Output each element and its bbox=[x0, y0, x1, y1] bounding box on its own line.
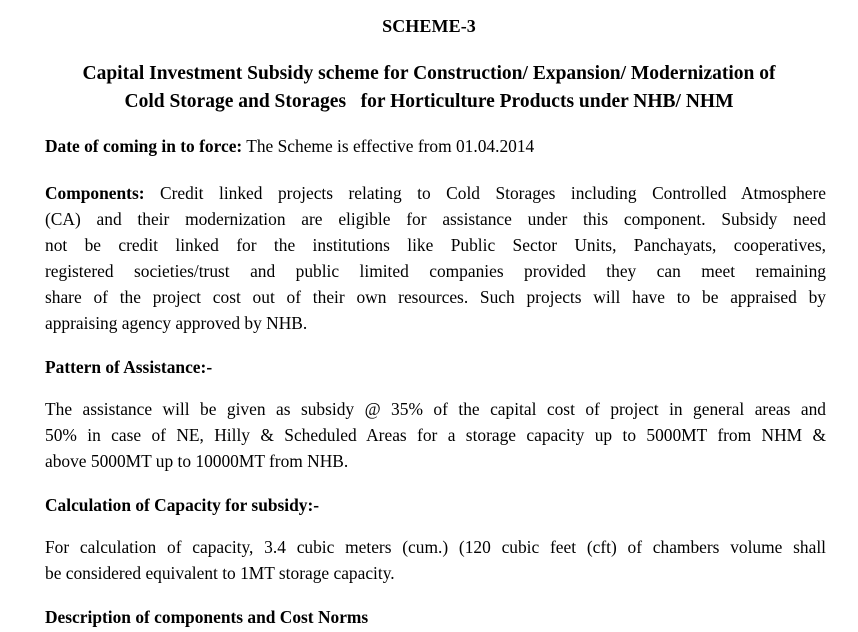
description-of-components-heading: Description of components and Cost Norms bbox=[45, 607, 369, 627]
date-line bbox=[45, 133, 826, 159]
components-line: share of the project cost out of their own resources. Such projects will have to be appraised by bbox=[45, 287, 826, 307]
components-line: (CA) and their modernization are eligible for assistance under this component. Subsidy need bbox=[45, 209, 826, 229]
components-label: Components: bbox=[45, 183, 145, 203]
calculation-paragraph bbox=[45, 534, 826, 586]
assistance-line: The assistance will be given as subsidy @ 35% of the capital cost of project in general areas and bbox=[45, 399, 826, 419]
components-paragraph bbox=[45, 180, 826, 336]
assistance-line: 50% in case of NE, Hilly & Scheduled Areas for a storage capacity up to 5000MT from NHM & bbox=[45, 425, 826, 445]
assistance-paragraph bbox=[45, 396, 826, 474]
calculation-line: For calculation of capacity, 3.4 cubic meters (cum.) (120 cubic feet (cft) of chambers volume shall bbox=[45, 537, 826, 557]
calculation-line: be considered equivalent to 1MT storage capacity. bbox=[45, 563, 395, 583]
date-text: The Scheme is effective from 01.04.2014 bbox=[242, 136, 535, 156]
date-of-coming-in-force bbox=[45, 133, 826, 159]
assistance-line: above 5000MT up to 10000MT from NHB. bbox=[45, 451, 349, 471]
components-line: registered societies/trust and public limited companies provided they can meet remaining bbox=[45, 261, 826, 281]
calculation-of-capacity-heading: Calculation of Capacity for subsidy:- bbox=[45, 495, 320, 515]
main-title bbox=[0, 60, 858, 116]
pattern-of-assistance-heading: Pattern of Assistance:- bbox=[45, 357, 213, 377]
date-label: Date of coming in to force: bbox=[45, 136, 243, 156]
components-line: appraising agency approved by NHB. bbox=[45, 313, 308, 333]
main-title-line: Cold Storage and Storages for Horticulture Products under NHB/ NHM bbox=[124, 91, 734, 112]
scheme-title: SCHEME-3 bbox=[382, 16, 476, 36]
components-text: Credit linked projects relating to Cold Storages including Controlled Atmosphere bbox=[144, 183, 826, 203]
components-line: not be credit linked for the institutions like Public Sector Units, Panchayats, cooperatives, bbox=[45, 235, 826, 255]
components-line bbox=[45, 180, 826, 206]
main-title-line: Capital Investment Subsidy scheme for Construction/ Expansion/ Modernization of bbox=[82, 63, 776, 84]
